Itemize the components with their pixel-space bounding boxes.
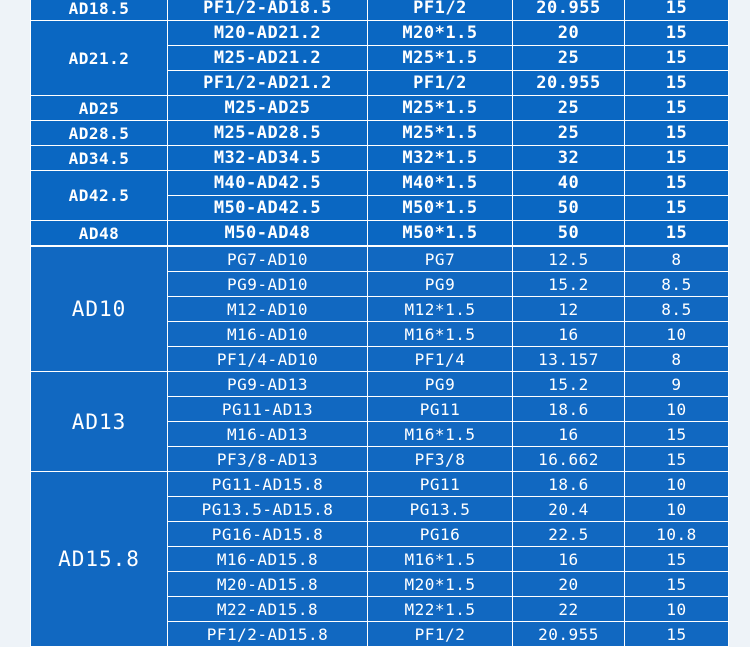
- table-row: [31, 121, 729, 146]
- thread-cell: M25*1.5: [368, 121, 513, 146]
- spec-table-container: [30, 0, 728, 647]
- group-label-cell: AD28.5: [31, 121, 168, 146]
- table-row: [31, 221, 729, 247]
- diameter-cell: 20.955: [513, 622, 625, 647]
- model-cell: M50-AD48: [168, 221, 368, 247]
- group-label-cell: AD10: [31, 246, 168, 372]
- diameter-cell: 22.5: [513, 522, 625, 547]
- length-cell: 10: [625, 397, 729, 422]
- diameter-cell: 12.5: [513, 246, 625, 272]
- thread-cell: PG9: [368, 372, 513, 397]
- thread-cell: M16*1.5: [368, 547, 513, 572]
- length-cell: 15: [625, 572, 729, 597]
- thread-cell: PG16: [368, 522, 513, 547]
- table-row: [31, 21, 729, 46]
- group-label-cell: AD42.5: [31, 171, 168, 221]
- diameter-cell: 15.2: [513, 272, 625, 297]
- diameter-cell: 16: [513, 547, 625, 572]
- length-cell: 15: [625, 0, 729, 21]
- model-cell: M12-AD10: [168, 297, 368, 322]
- thread-cell: M25*1.5: [368, 46, 513, 71]
- model-cell: PG16-AD15.8: [168, 522, 368, 547]
- diameter-cell: 25: [513, 121, 625, 146]
- spec-table: [30, 0, 729, 647]
- model-cell: M16-AD13: [168, 422, 368, 447]
- thread-cell: M20*1.5: [368, 21, 513, 46]
- group-label-cell: AD15.8: [31, 472, 168, 647]
- length-cell: 8: [625, 246, 729, 272]
- thread-cell: PF1/2: [368, 71, 513, 96]
- model-cell: M25-AD28.5: [168, 121, 368, 146]
- thread-cell: M32*1.5: [368, 146, 513, 171]
- model-cell: PG11-AD15.8: [168, 472, 368, 497]
- diameter-cell: 12: [513, 297, 625, 322]
- diameter-cell: 22: [513, 597, 625, 622]
- group-label-cell: AD13: [31, 372, 168, 472]
- diameter-cell: 50: [513, 196, 625, 221]
- length-cell: 15: [625, 146, 729, 171]
- group-label-cell: AD21.2: [31, 21, 168, 96]
- diameter-cell: 20.955: [513, 0, 625, 21]
- table-row: [31, 472, 729, 497]
- model-cell: M40-AD42.5: [168, 171, 368, 196]
- thread-cell: M22*1.5: [368, 597, 513, 622]
- model-cell: M20-AD15.8: [168, 572, 368, 597]
- thread-cell: M50*1.5: [368, 196, 513, 221]
- model-cell: M50-AD42.5: [168, 196, 368, 221]
- diameter-cell: 20: [513, 572, 625, 597]
- length-cell: 15: [625, 196, 729, 221]
- length-cell: 15: [625, 221, 729, 247]
- length-cell: 10: [625, 497, 729, 522]
- thread-cell: PF1/4: [368, 347, 513, 372]
- thread-cell: M16*1.5: [368, 422, 513, 447]
- thread-cell: M20*1.5: [368, 572, 513, 597]
- model-cell: PF1/4-AD10: [168, 347, 368, 372]
- length-cell: 8: [625, 347, 729, 372]
- diameter-cell: 25: [513, 46, 625, 71]
- thread-cell: PG9: [368, 272, 513, 297]
- length-cell: 15: [625, 547, 729, 572]
- model-cell: PG7-AD10: [168, 246, 368, 272]
- group-label-cell: AD48: [31, 221, 168, 247]
- diameter-cell: 32: [513, 146, 625, 171]
- diameter-cell: 20: [513, 21, 625, 46]
- group-label-cell: AD34.5: [31, 146, 168, 171]
- diameter-cell: 50: [513, 221, 625, 247]
- length-cell: 15: [625, 447, 729, 472]
- length-cell: 15: [625, 96, 729, 121]
- length-cell: 10: [625, 597, 729, 622]
- model-cell: M16-AD15.8: [168, 547, 368, 572]
- group-label-cell: AD25: [31, 96, 168, 121]
- thread-cell: M12*1.5: [368, 297, 513, 322]
- diameter-cell: 40: [513, 171, 625, 196]
- model-cell: PF1/2-AD15.8: [168, 622, 368, 647]
- diameter-cell: 18.6: [513, 397, 625, 422]
- length-cell: 15: [625, 21, 729, 46]
- thread-cell: M25*1.5: [368, 96, 513, 121]
- diameter-cell: 20.4: [513, 497, 625, 522]
- model-cell: PF3/8-AD13: [168, 447, 368, 472]
- thread-cell: PG11: [368, 472, 513, 497]
- model-cell: M25-AD25: [168, 96, 368, 121]
- model-cell: M20-AD21.2: [168, 21, 368, 46]
- table-row: [31, 171, 729, 196]
- model-cell: PG11-AD13: [168, 397, 368, 422]
- diameter-cell: 20.955: [513, 71, 625, 96]
- diameter-cell: 15.2: [513, 372, 625, 397]
- table-row: [31, 372, 729, 397]
- diameter-cell: 16.662: [513, 447, 625, 472]
- thread-cell: M16*1.5: [368, 322, 513, 347]
- length-cell: 15: [625, 46, 729, 71]
- thread-cell: PF3/8: [368, 447, 513, 472]
- thread-cell: PG11: [368, 397, 513, 422]
- model-cell: M32-AD34.5: [168, 146, 368, 171]
- length-cell: 15: [625, 121, 729, 146]
- length-cell: 15: [625, 622, 729, 647]
- length-cell: 9: [625, 372, 729, 397]
- model-cell: PF1/2-AD21.2: [168, 71, 368, 96]
- thread-cell: PF1/2: [368, 0, 513, 21]
- diameter-cell: 16: [513, 322, 625, 347]
- thread-cell: PF1/2: [368, 622, 513, 647]
- length-cell: 15: [625, 171, 729, 196]
- spec-table-body: [31, 0, 729, 647]
- group-label-cell: AD18.5: [31, 0, 168, 21]
- thread-cell: M50*1.5: [368, 221, 513, 247]
- diameter-cell: 18.6: [513, 472, 625, 497]
- model-cell: PF1/2-AD18.5: [168, 0, 368, 21]
- thread-cell: PG13.5: [368, 497, 513, 522]
- table-row: [31, 246, 729, 272]
- diameter-cell: 13.157: [513, 347, 625, 372]
- length-cell: 15: [625, 71, 729, 96]
- table-row: [31, 146, 729, 171]
- model-cell: PG13.5-AD15.8: [168, 497, 368, 522]
- model-cell: PG9-AD13: [168, 372, 368, 397]
- length-cell: 15: [625, 422, 729, 447]
- table-row: [31, 96, 729, 121]
- thread-cell: M40*1.5: [368, 171, 513, 196]
- length-cell: 8.5: [625, 297, 729, 322]
- length-cell: 8.5: [625, 272, 729, 297]
- table-row: [31, 0, 729, 21]
- model-cell: PG9-AD10: [168, 272, 368, 297]
- length-cell: 10: [625, 472, 729, 497]
- diameter-cell: 25: [513, 96, 625, 121]
- length-cell: 10: [625, 322, 729, 347]
- model-cell: M22-AD15.8: [168, 597, 368, 622]
- thread-cell: PG7: [368, 246, 513, 272]
- length-cell: 10.8: [625, 522, 729, 547]
- model-cell: M16-AD10: [168, 322, 368, 347]
- model-cell: M25-AD21.2: [168, 46, 368, 71]
- diameter-cell: 16: [513, 422, 625, 447]
